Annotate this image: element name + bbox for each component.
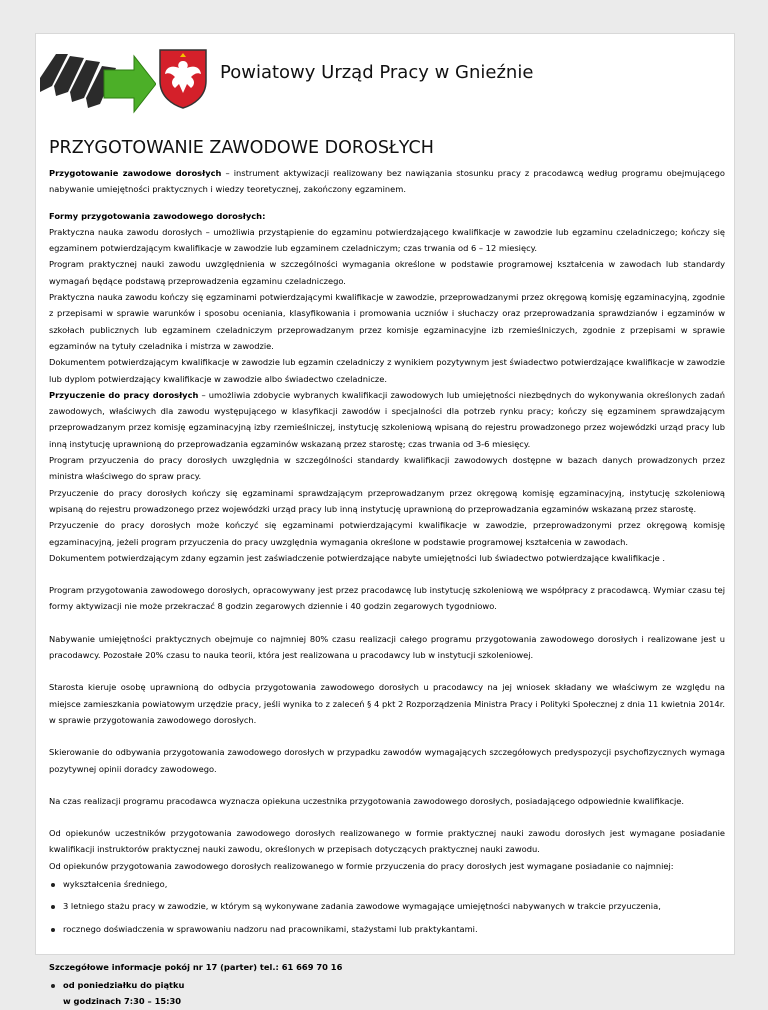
office-hours-item (63, 977, 725, 1010)
paragraph-9: Dokumentem potwierdzającym zdany egzamin jest zaświadczenie potwierdzające nabyte umiejętności lub świadectwo potwierdzające kwalifikacje . (49, 552, 666, 563)
paragraph-10: Program przygotowania zawodowego dorosłych, opracowywany jest przez pracodawcę lub instytucję szkoleniową we współpracy z pracodawcą. Wymiar czasu tej formy aktywizacji nie może przekraczać 8 godzin zegarowych dziennie i 40 godzin zegarowych tygodniowo. (49, 585, 725, 612)
site-title: Powiatowy Urząd Pracy w Gnieźnie (220, 62, 534, 83)
paragraph-12: Starosta kieruje osobę uprawnioną do odbycia przygotowania zawodowego dorosłych u pracodawcy na jej wniosek składany we właściwym ze względu na miejsce zamieszkania powiatowym urzędzie pracy, jeśli wynika to z zaleceń § 4 pkt 2 Rozporządzenia Ministra Pracy i Polityki Społecznej z dnia 11 kwietnia 2014r. w sprawie przygotowania zawodowego dorosłych. (49, 682, 725, 725)
page-title: PRZYGOTOWANIE ZAWODOWE DOROSŁYCH (49, 138, 434, 158)
paragraph-11: Nabywanie umiejętności praktycznych obejmuje co najmniej 80% czasu realizacji całego programu przygotowania zawodowego dorosłych i realizowane jest u pracodawcy. Pozostałe 20% czasu to nauka teorii, która jest realizowana u pracodawcy lub w instytucji szkoleniowej. (49, 633, 725, 661)
paragraph-13: Skierowanie do odbywania przygotowania zawodowego dorosłych w przypadku zawodów wymagających szczegółowych predyspozycji psychofizycznych wymaga pozytywnej opinii doradcy zawodowego. (49, 747, 725, 774)
paragraph-4: Dokumentem potwierdzającym kwalifikacje w zawodzie lub egzamin czeladniczy z wynikiem pozytywnym jest świadectwo potwierdzające kwalifikacje w zawodzie lub dyplom potwierdzający kwalifikacje w zawodzie albo świadectwo czeladnicze. (49, 357, 725, 384)
paragraph-1: Praktyczna nauka zawodu dorosłych – umożliwia przystąpienie do egzaminu potwierdzającego kwalifikacje w zawodzie lub egzaminu czeladniczego; kończy się egzaminem potwierdzającym kwalifikacje w zawodzie lub egzaminem czeladniczym; czas trwania od 6 – 12 miesięcy. (49, 226, 725, 254)
contact-info (49, 959, 725, 975)
arrows-logo-icon (38, 48, 156, 114)
page-container (35, 33, 735, 1007)
list-item: rocznego doświadczenia w sprawowaniu nadzoru nad pracownikami, stażystami lub praktykantami. (63, 921, 725, 937)
paragraph-16: Od opiekunów przygotowania zawodowego dorosłych realizowanego w formie przyuczenia do pracy dorosłych jest wymagane posiadanie co najmniej: (49, 860, 674, 871)
forms-heading-text: Formy przygotowania zawodowego dorosłych: (49, 210, 266, 221)
intro-term: Przygotowanie zawodowe dorosłych (49, 168, 222, 178)
contact-text: Szczegółowe informacje pokój nr 17 (parter) tel.: 61 669 70 16 (49, 961, 343, 972)
paragraph-3: Praktyczna nauka zawodu kończy się egzaminami potwierdzającymi kwalifikacje w zawodzie, przeprowadzanymi przez okręgową komisję egzaminacyjną, zgodnie z przepisami w sprawie warunków i sposobu oceniania, klasyfikowania i promowania uczniów i słuchaczy oraz przeprowadzania sprawdzianów i egzaminów w szkołach publicznych lub egzaminem czeladniczym przeprowadzanym przez komisje egzaminacyjne izb rzemieślniczych, zgodnie z przepisami w sprawie egzaminów na tytuły czeladnika i mistrza w zawodzie. (49, 292, 725, 351)
paragraph-6: Program przyuczenia do pracy dorosłych uwzględnia w szczególności standardy kwalifikacji zawodowych dostępne w bazach danych prowadzonych przez ministra właściwego do spraw pracy. (49, 455, 725, 482)
site-header (36, 34, 734, 118)
paragraph-2: Program praktycznej nauki zawodu uwzględnienia w szczególności wymagania określone w podstawie programowej kształcenia w zawodach lub standardy wymagań będące podstawą przeprowadzenia egzaminu czeladniczego. (49, 259, 725, 286)
coat-of-arms-icon (157, 47, 209, 109)
paragraph-5-text: – umożliwia zdobycie wybranych kwalifikacji zawodowych lub umiejętności niezbędnych do wykonywania określonych zadań zawodowych, właściwych dla zawodu występującego w klasyfikacji zawodów i specjalności dla potrzeb rynku pracy; kończy się egzaminem sprawdzającym przeprowadzanym przez komisję egzaminacyjną izby rzemieślniczej, instytucję szkoleniową wpisaną do rejestru prowadzonego przez wojewódzki urząd pracy lub inną instytucję uprawnioną do przeprowadzania egzaminów wskazaną przez starostę; czas trwania od 3-6 miesięcy. (49, 389, 725, 449)
intro-paragraph (49, 165, 725, 198)
requirements-list (49, 876, 725, 937)
list-item: 3 letniego stażu pracy w zawodzie, w którym są wykonywane zadania zawodowe wymagające umiejętności nabywanych w trakcie przyuczenia, (63, 898, 725, 914)
forms-heading (49, 208, 725, 224)
office-hours-list (49, 977, 725, 1010)
intro-text: – instrument aktywizacji realizowany bez nawiązania stosunku pracy z pracodawcą według programu obejmującego nabywanie umiejętności praktycznych i wiedzy teoretycznej, zakończony egzaminem. (49, 168, 725, 195)
office-hours: w godzinach 7:30 – 15:30 (63, 996, 181, 1007)
paragraph-5 (49, 387, 725, 452)
list-item: wykształcenia średniego, (63, 876, 725, 892)
article-content (49, 137, 725, 1010)
paragraph-5-term: Przyuczenie do pracy dorosłych (49, 389, 199, 400)
paragraph-7: Przyuczenie do pracy dorosłych kończy się egzaminami sprawdzającym przeprowadzanym przez okręgową komisję egzaminacyjną, instytucję szkoleniową wpisaną do rejestru prowadzonego przez wojewódzki urząd pracy lub inną instytucję uprawnioną do przeprowadzania egzaminów wskazaną przez starostę. (49, 487, 725, 514)
paragraph-8: Przyuczenie do pracy dorosłych może kończyć się egzaminami potwierdzającymi kwalifikacje w zawodzie, przeprowadzonymi przez okręgową komisję egzaminacyjną, jeżeli program przyuczenia do pracy uwzględnia wymagania określone w podstawie programowej kształcenia w zawodach. (49, 520, 725, 547)
office-days: od poniedziałku do piątku (63, 980, 185, 991)
paragraph-15: Od opiekunów uczestników przygotowania zawodowego dorosłych realizowanego w formie praktycznej nauki zawodu dorosłych jest wymagane posiadanie kwalifikacji instruktorów praktycznej nauki zawodu, określonych w przepisach dotyczących praktycznej nauki zawodu. (49, 828, 725, 855)
paragraph-14: Na czas realizacji programu pracodawca wyznacza opiekuna uczestnika przygotowania zawodowego dorosłych, posiadającego odpowiednie kwalifikacje. (49, 795, 685, 806)
